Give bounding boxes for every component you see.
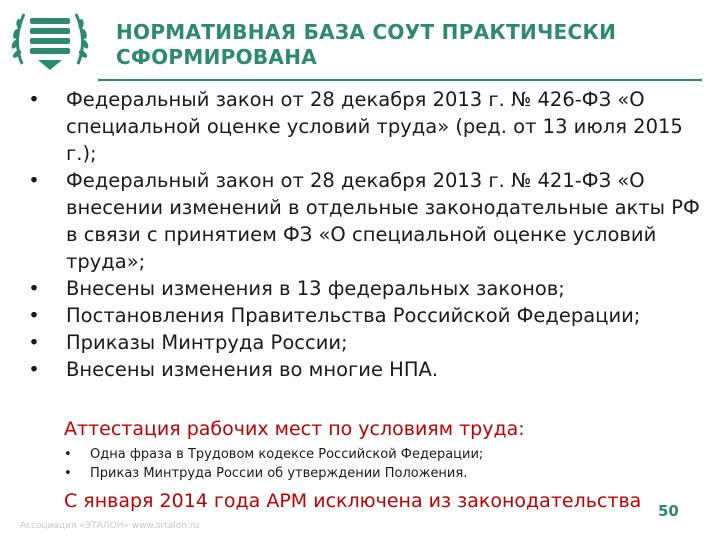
bullet-icon: • — [28, 88, 40, 111]
list-item — [26, 275, 706, 302]
title-line-2: СФОРМИРОВАНА — [116, 45, 318, 69]
list-item — [26, 329, 706, 356]
list-item — [64, 445, 704, 464]
bullet-icon: • — [28, 277, 40, 300]
bullet-icon: • — [64, 466, 72, 481]
list-item-text: Внесены изменения в 13 федеральных законов; — [66, 277, 565, 300]
list-item — [64, 464, 704, 483]
list-item — [26, 302, 706, 329]
conclusion-text: С января 2014 года АРМ исключена из законодательства — [64, 490, 642, 512]
bullet-icon: • — [28, 304, 40, 327]
page-number: 50 — [658, 502, 679, 520]
title-divider — [98, 79, 702, 81]
bullet-icon: • — [28, 169, 40, 192]
bullet-icon: • — [28, 331, 40, 354]
bullet-icon: • — [64, 447, 72, 462]
list-item-text: Постановления Правительства Российской Федерации; — [66, 304, 641, 327]
list-item-text: Федеральный закон от 28 декабря 2013 г. № 421-ФЗ «О внесении изменений в отдельные законодательные акты РФ в связи с принятием ФЗ «О специальной оценке условий труда»; — [66, 169, 700, 273]
list-item-text: Приказы Минтруда России; — [66, 331, 348, 354]
attestation-heading: Аттестация рабочих мест по условиям труда: — [64, 418, 525, 440]
legislation-list — [26, 86, 706, 383]
list-item-text: Одна фраза в Трудовом кодексе Российской Федерации; — [90, 447, 484, 462]
list-item-text: Приказ Минтруда России об утверждении Положения. — [90, 466, 468, 481]
list-item — [26, 86, 706, 167]
list-item — [26, 356, 706, 383]
title-line-1: НОРМАТИВНАЯ БАЗА СОУТ ПРАКТИЧЕСКИ — [116, 20, 617, 44]
list-item-text: Федеральный закон от 28 декабря 2013 г. № 426-ФЗ «О специальной оценке условий труда» (ред. от 13 июля 2015 г.); — [66, 88, 683, 165]
list-item-text: Внесены изменения во многие НПА. — [66, 358, 439, 381]
bullet-icon: • — [28, 358, 40, 381]
wheat-wreath-emblem-icon — [8, 4, 92, 74]
attestation-list — [64, 445, 704, 483]
page-title — [116, 20, 696, 70]
list-item — [26, 167, 706, 275]
footer-text: Ассоциация «ЭТАЛОН» www.srtalon.ru — [20, 521, 200, 531]
